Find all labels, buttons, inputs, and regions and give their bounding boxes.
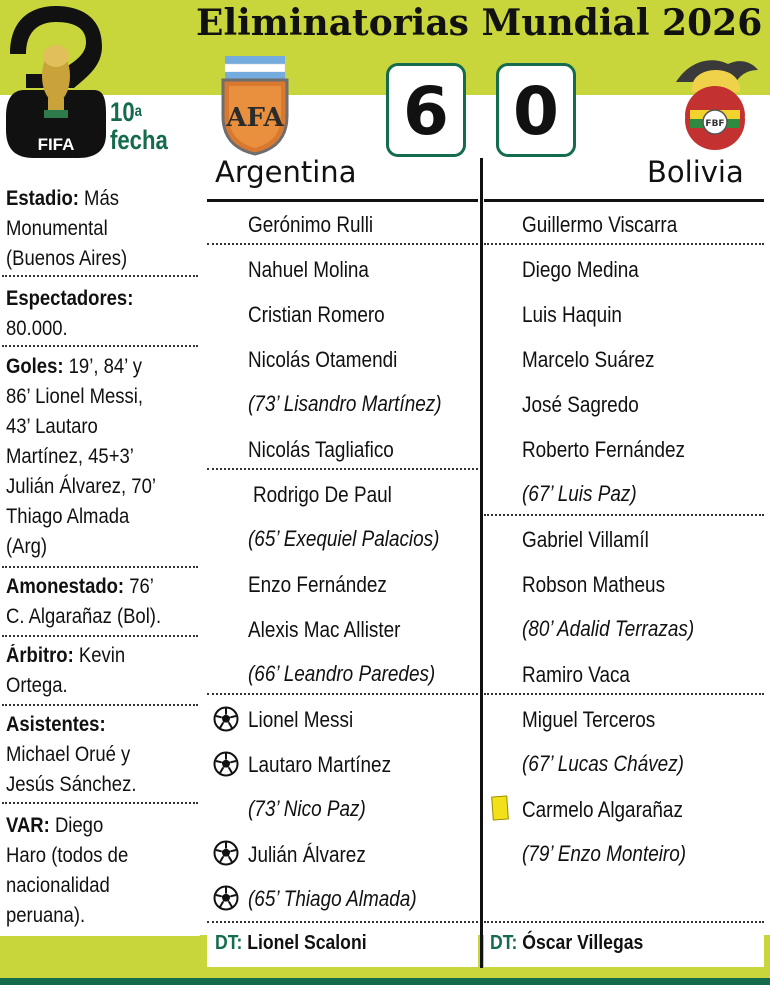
goal-ball-icon [213,840,239,866]
match-info-panel [0,178,200,936]
home-substitute: (65’ Exequiel Palacios) [248,526,440,551]
argentina-crest-icon [215,52,295,156]
argentina-crest-text: AFA [226,103,284,133]
info-separator [2,635,198,637]
info-separator [2,345,198,347]
line-separator [207,468,478,470]
away-player: Roberto Fernández [522,437,686,462]
yellow-card-icon [491,795,509,820]
away-substitute: (67’ Lucas Chávez) [522,751,684,776]
home-player: Lautaro Martínez [248,752,392,777]
coach-label: DT: [215,932,243,954]
info-separator [2,566,198,568]
away-player: Marcelo Suárez [522,347,655,372]
home-substitute: (66’ Leandro Paredes) [248,661,436,686]
line-separator [484,693,764,695]
round-label [110,98,168,154]
stadium-info: Estadio: Más Monumental (Buenos Aires) [6,187,128,270]
home-score: 6 [386,63,466,157]
away-player: Robson Matheus [522,572,666,597]
round-word: fecha [110,125,168,155]
assistants-info: Asistentes: Michael Orué y Jesús Sánchez. [6,713,137,796]
home-player: Nicolás Tagliafico [248,437,394,462]
home-player: Lionel Messi [248,707,354,732]
away-player: Diego Medina [522,257,639,282]
world-cup-2026-logo [4,4,108,158]
home-substitute: (73’ Lisandro Martínez) [248,391,442,416]
home-substitute: (73’ Nico Paz) [248,796,366,821]
away-team-name: Bolivia [647,155,744,189]
away-substitute: (80’ Adalid Terrazas) [522,616,695,641]
away-player: Ramiro Vaca [522,662,630,687]
goal-ball-icon [213,885,239,911]
away-player: Luis Haquin [522,302,622,327]
away-player: José Sagredo [522,392,639,417]
away-coach-name: Óscar Villegas [522,932,644,954]
line-separator [207,243,478,245]
away-player: Guillermo Viscarra [522,212,678,237]
referee-info: Árbitro: Kevin Ortega. [6,644,126,697]
home-player: Nahuel Molina [248,257,369,282]
home-coach-name: Lionel Scaloni [247,932,367,954]
var-info: VAR: Diego Haro (todos de nacionalidad peruana). [6,814,129,927]
away-player: Miguel Terceros [522,707,656,732]
footer-stripe [0,978,770,985]
goal-ball-icon [213,706,239,732]
away-score: 0 [496,63,576,157]
bolivia-crest-text: FBF [705,119,725,129]
info-separator [2,802,198,804]
home-coach [215,932,367,955]
away-player: Gabriel Villamíl [522,527,649,552]
booking-info: Amonestado: 76’ C. Algarañaz (Bol). [6,575,162,628]
home-player: Julián Álvarez [248,842,366,867]
home-player: Nicolás Otamendi [248,347,398,372]
away-player: Carmelo Algarañaz [522,797,683,822]
home-header-rule [207,199,478,202]
page-title: Eliminatorias Mundial 2026 [196,2,763,44]
line-separator [484,243,764,245]
goal-ball-icon [213,751,239,777]
info-separator [2,704,198,706]
home-substitute: (65’ Thiago Almada) [248,886,417,911]
round-number-suffix: a [134,103,142,120]
away-substitute: (79’ Enzo Monteiro) [522,841,687,866]
away-substitute: (67’ Luis Paz) [522,481,637,506]
goals-info: Goles: 19’, 84’ y 86’ Lionel Messi, 43’ Lautaro Martínez, 45+3’ Julián Álvarez, 70’ Thiago Almada (Arg) [6,355,156,558]
line-separator [207,693,478,695]
home-player: Rodrigo De Paul [253,482,392,507]
home-player: Enzo Fernández [248,572,387,597]
home-player: Cristian Romero [248,302,385,327]
home-player: Gerónimo Rulli [248,212,374,237]
away-coach [490,932,643,955]
info-separator [2,275,198,277]
fifa-logo-label: FIFA [37,135,75,154]
home-team-name: Argentina [215,155,357,189]
line-separator [484,514,764,516]
column-divider [480,158,483,968]
attendance-info: Espectadores: 80.000. [6,287,134,340]
coach-label: DT: [490,932,518,954]
round-number: 10 [110,97,135,127]
home-player: Alexis Mac Allister [248,617,401,642]
bolivia-crest-icon [670,52,760,152]
away-header-rule [484,199,764,202]
